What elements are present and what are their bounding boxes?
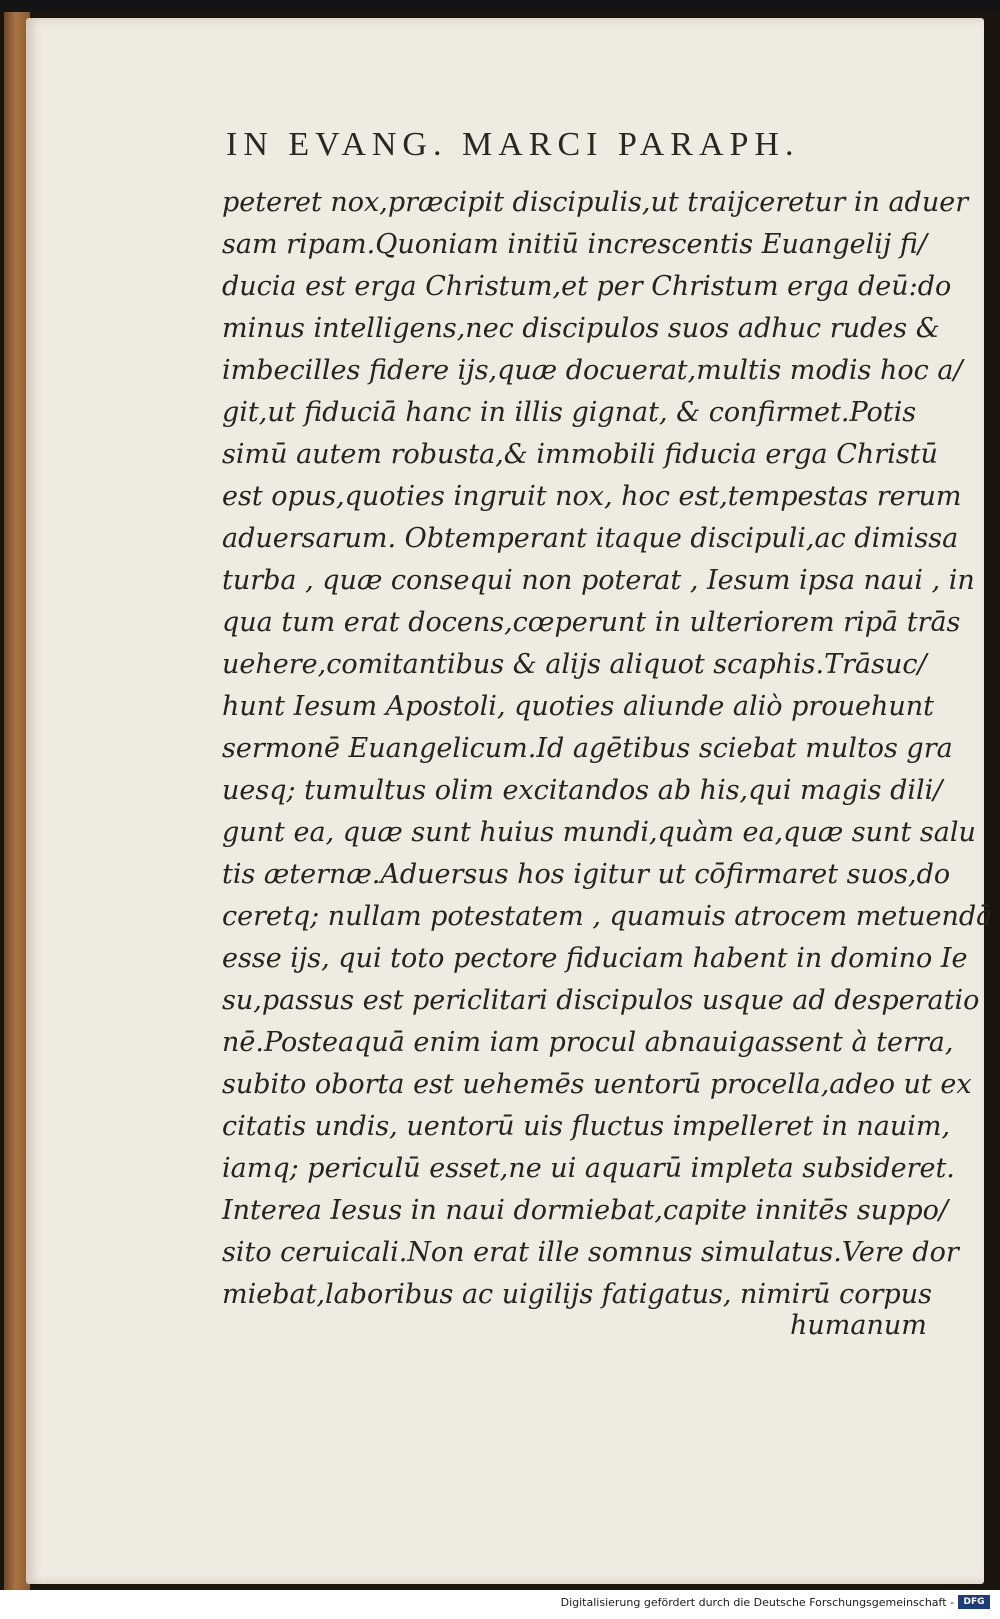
- text-line: sermonē Euangelicum.Id agētibus sciebat multos gra: [222, 733, 953, 764]
- text-line: aduersarum. Obtemperant itaque discipuli,ac dimissa: [222, 523, 959, 554]
- text-line: nē.Posteaquā enim iam procul abnauigassent à terra,: [222, 1027, 954, 1058]
- text-line: minus intelligens,nec discipulos suos adhuc rudes &: [222, 313, 940, 344]
- text-line: ceretq; nullam potestatem , quamuis atrocem metuendā: [222, 901, 993, 932]
- text-line: su,passus est periclitari discipulos usque ad desperatio: [222, 985, 980, 1016]
- text-line: tis æternæ.Aduersus hos igitur ut cōfirmaret suos,do: [222, 859, 951, 890]
- footer-bar: [0, 1590, 1000, 1619]
- text-line: qua tum erat docens,cœperunt in ulteriorem ripā trās: [222, 607, 961, 638]
- text-line: imbecilles fidere ijs,quæ docuerat,multis modis hoc a/: [222, 355, 963, 386]
- text-line: iamq; periculū esset,ne ui aquarū impleta subsideret.: [222, 1153, 955, 1184]
- text-line: subito oborta est uehemēs uentorū procella,adeo ut ex: [222, 1069, 972, 1100]
- text-line: esse ijs, qui toto pectore fiduciam habent in domino Ie: [222, 943, 968, 974]
- text-line: simū autem robusta,& immobili fiducia erga Christū: [222, 439, 938, 470]
- text-line: est opus,quoties ingruit nox, hoc est,tempestas rerum: [222, 481, 962, 512]
- text-line: ducia est erga Christum,et per Christum erga deū:do: [222, 271, 952, 302]
- text-line: peteret nox,præcipit discipulis,ut traijceretur in aduer: [222, 187, 969, 218]
- text-line: uehere,comitantibus & alijs aliquot scaphis.Trāsuc/: [222, 649, 927, 680]
- text-line: uesq; tumultus olim excitandos ab his,qui magis dili/: [222, 775, 943, 806]
- text-line: miebat,laboribus ac uigilijs fatigatus, nimirū corpus: [222, 1279, 932, 1310]
- text-line: sito ceruicali.Non erat ille somnus simulatus.Vere dor: [222, 1237, 959, 1268]
- text-line: turba , quæ consequi non poterat , Iesum ipsa naui , in: [222, 565, 975, 596]
- dfg-logo: DFG: [958, 1595, 990, 1609]
- scan-top-band: [0, 0, 1000, 12]
- footer-credit: Digitalisierung gefördert durch die Deutsche Forschungsgemeinschaft -: [560, 1596, 954, 1609]
- catchword: humanum: [790, 1310, 927, 1341]
- page-text-block: [222, 182, 993, 1316]
- text-line: git,ut fiduciā hanc in illis gignat, & confirmet.Potis: [222, 397, 917, 428]
- text-line: hunt Iesum Apostoli, quoties aliunde aliò prouehunt: [222, 691, 934, 722]
- text-line: gunt ea, quæ sunt huius mundi,quàm ea,quæ sunt salu: [222, 817, 976, 848]
- text-line: Interea Iesus in naui dormiebat,capite innitēs suppo/: [222, 1195, 948, 1226]
- running-head: IN EVANG. MARCI PARAPH.: [226, 126, 800, 163]
- text-line: citatis undis, uentorū uis fluctus impelleret in nauim,: [222, 1111, 951, 1142]
- text-line: sam ripam.Quoniam initiū increscentis Euangelij fi/: [222, 229, 927, 260]
